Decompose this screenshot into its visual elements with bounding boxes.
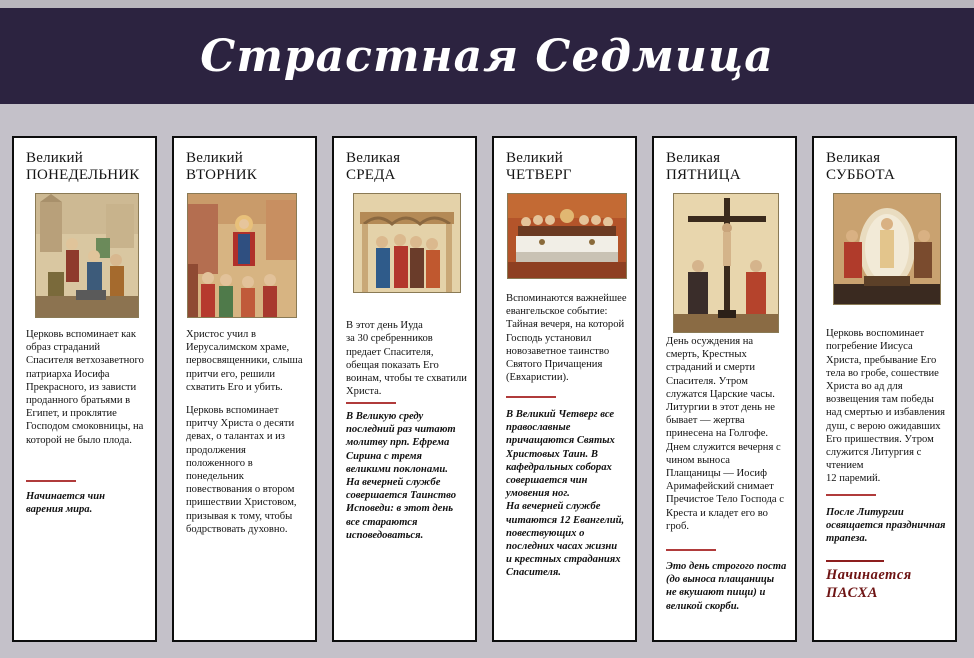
icon-crucifixion [674, 194, 778, 332]
day-title-line1: Великая [826, 150, 881, 166]
day-description [826, 314, 947, 509]
day-card-tuesday [172, 136, 317, 642]
divider-line [666, 549, 716, 551]
day-title-line1: Великий [506, 150, 563, 166]
icon-joseph-egypt [36, 194, 138, 317]
day-card-thursday [492, 136, 637, 642]
day-description [26, 328, 147, 457]
day-description [666, 335, 787, 543]
page-title: Страстная Седмица [200, 30, 774, 82]
day-title-line1: Великая [346, 150, 401, 166]
day-card-saturday [812, 136, 957, 642]
day-title-line2: СРЕДА [346, 167, 396, 183]
easter-divider [826, 560, 884, 562]
divider-line [826, 494, 876, 496]
icon-judas-betrayal [354, 194, 460, 292]
description-paragraph: Христос учил в Иерусалимском храме, первосвященники, слыша притчи его, решили схватить Его и убить. [186, 329, 303, 393]
day-note: После Литургии освящается праздничная трапеза. [826, 507, 946, 545]
description-paragraph: В этот день Иуда за 30 сребренников предает Спасителя, обещая показать Его воинам, чтобы те схватили Христа. [346, 320, 467, 398]
description-paragraph: Вспоминаются важнейшее евангельское событие: Тайная вечеря, на которой Господь установил новозаветное таинство Святого Причащения (Евхаристии). [506, 293, 627, 384]
day-title-line1: Великая [666, 150, 721, 166]
day-title-line2: СУББОТА [826, 167, 896, 183]
divider-line [26, 480, 76, 482]
day-title-line2: ПОНЕДЕЛЬНИК [26, 167, 140, 183]
easter-announcement: Начинается ПАСХА [826, 567, 912, 601]
day-note: Это день строгого поста (до выноса плащаницы не вкушают пищи) и великой скорби. [666, 561, 787, 612]
day-note: Начинается чин варения мира. [26, 491, 105, 516]
divider-line [506, 396, 556, 398]
icon-last-supper [508, 194, 626, 278]
day-title-line1: Великий [26, 150, 83, 166]
day-title-line2: ПЯТНИЦА [666, 167, 741, 183]
title-banner [0, 8, 974, 104]
top-strip [0, 0, 974, 8]
icon-descent-hades [834, 194, 940, 304]
day-title-line2: ВТОРНИК [186, 167, 258, 183]
day-card-monday [12, 136, 157, 642]
description-paragraph: Церковь воспоминает погребение Иисуса Христа, пребывание Его тела во гробе, сошествие Христа во ад для возвещения там победы над смертью и избавления душ, с верою ожидавших Его пришествия. Утром служится Литургия с чтением 12 паремий. [826, 328, 946, 485]
description-paragraph: Церковь вспоминает притчу Христа о десяти девах, о талантах и из продолжения положенного в понедельник повествования о втором пришествии Христовом, призывая к тому, чтобы бодрствовать духовно. [186, 405, 297, 535]
day-note: В Великую среду последний раз читают молитву прп. Ефрема Сирина с тремя великими поклонами. На вечерней службе совершается Таинство Исповеди: в этот день все стараются исповедоваться. [346, 411, 457, 541]
day-title-line2: ЧЕТВЕРГ [506, 167, 572, 183]
day-note: В Великий Четверг все православные причащаются Святых Христовых Таин. В кафедральных соборах совершается чин умовения ног. На вечерней службе читаются 12 Евангелий, повествующих о последних часах жизни и крестных страданиях Спасителя. [506, 409, 625, 579]
day-description [346, 306, 467, 422]
icon-christ-teaching [188, 194, 296, 317]
day-description [506, 292, 627, 394]
day-title-line1: Великий [186, 150, 243, 166]
description-paragraph: День осуждения на смерть, Крестных страданий и смерти Спасителя. Утром служатся Царские часы. Литургии в этот день не бывает — жертва принесена на Голгофе. Днем служится вечерня с чином выноса Плащаницы — Иосиф Аримафейский снимает Пречистое Тело Господа с Креста и кладет его во гроб. [666, 336, 784, 532]
divider-line [346, 402, 396, 404]
day-card-friday [652, 136, 797, 642]
day-description [186, 328, 307, 546]
description-paragraph: Церковь вспоминает как образ страданий Спасителя ветхозаветного патриарха Иосифа Прекрасного, из зависти проданного братьями в Египет, и проклятие Господом смоковницы, на которой не было плода. [26, 329, 144, 446]
day-card-wednesday [332, 136, 477, 642]
